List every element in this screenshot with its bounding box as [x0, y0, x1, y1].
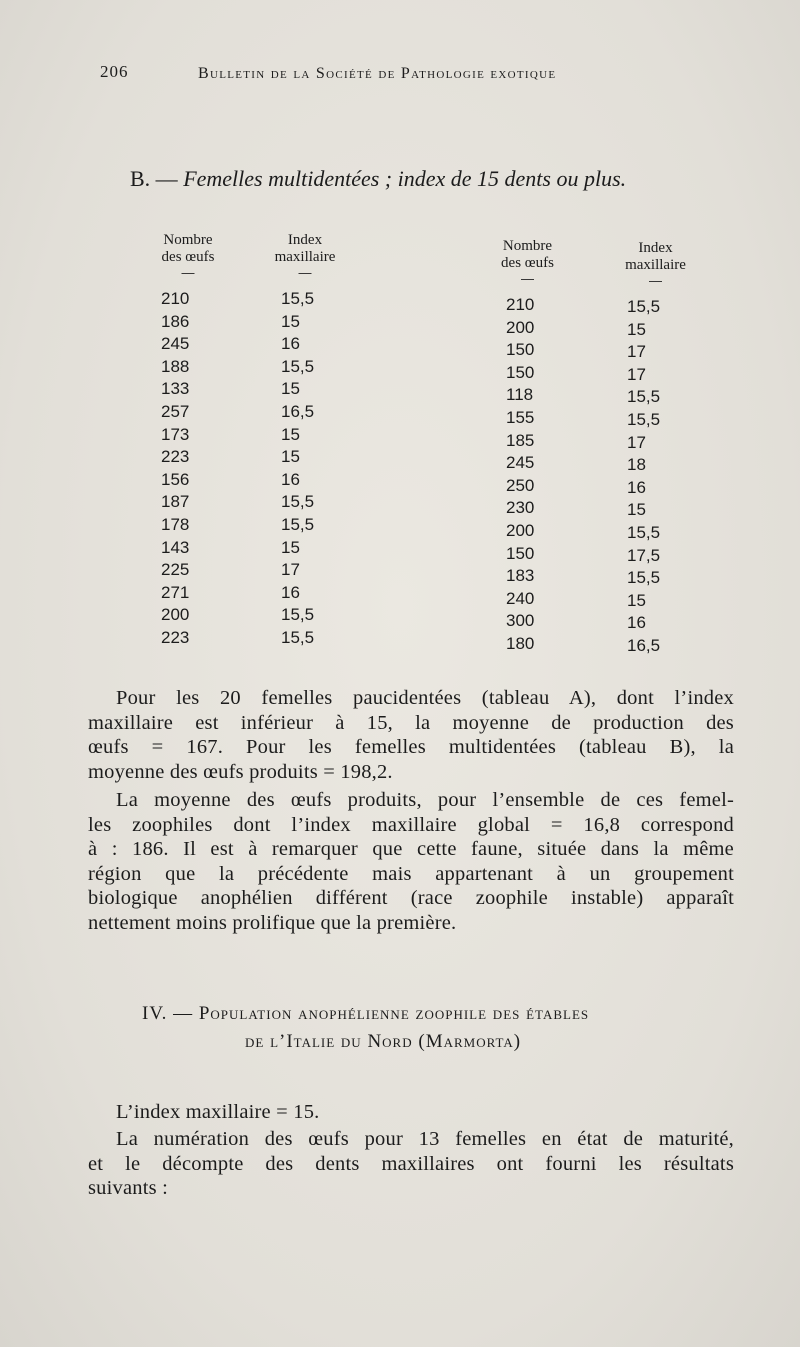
paragraph-line: les zoophiles dont l’index maxillaire global = 16,8 correspond	[88, 813, 734, 836]
table-cell: 16	[281, 334, 300, 354]
eggs-values	[143, 288, 233, 650]
section-iv-line: de l’Italie du Nord (Marmorta)	[245, 1031, 522, 1052]
paragraph-line: Pour les 20 femelles paucidentées (tableau A), dont l’index	[116, 687, 734, 709]
table-cell: 210	[506, 295, 535, 314]
table-cell: 15	[627, 319, 646, 339]
table-cell: 200	[506, 520, 535, 540]
column-header	[480, 238, 575, 272]
table-cell: 16	[281, 582, 300, 602]
table-cell: 17	[627, 342, 646, 362]
column-header-line: Nombre	[163, 232, 213, 248]
column-header-line: des œufs	[161, 249, 215, 265]
column-header	[603, 240, 708, 274]
column-header-line: Nombre	[502, 238, 553, 254]
table-left-eggs-column	[143, 232, 233, 650]
table-cell: 118	[506, 385, 534, 405]
table-cell: 230	[506, 498, 535, 518]
table-cell: 271	[161, 582, 190, 602]
table-cell: 15,5	[281, 605, 315, 625]
section-b-heading	[130, 166, 730, 192]
table-cell: 187	[161, 492, 190, 512]
paragraph-1	[88, 686, 734, 784]
table-cell: 300	[506, 611, 535, 631]
table-cell: 180	[506, 633, 535, 653]
table-cell: 17,5	[627, 545, 661, 565]
table-cell: 15,5	[627, 387, 661, 407]
paragraph-line: La numération des œufs pour 13 femelles en état de maturité,	[116, 1128, 734, 1150]
index-values	[603, 296, 708, 658]
paragraph-line: et le décompte des dents maxillaires ont fourni les résultats	[88, 1152, 734, 1175]
table-cell: 150	[506, 543, 535, 563]
paragraph-line: La moyenne des œufs produits, pour l’ensemble de ces femel-	[116, 789, 734, 811]
table-cell: 15,5	[281, 627, 315, 647]
table-right-index-column	[603, 240, 708, 658]
table-cell: 200	[161, 605, 190, 625]
section-b-title: Femelles multidentées ; index de 15 dents ou plus.	[183, 166, 627, 191]
section-iv-heading	[120, 1000, 720, 1056]
table-right-eggs-column	[480, 238, 575, 656]
paragraph-line: maxillaire est inférieur à 15, la moyenne de production des	[88, 711, 734, 734]
table-cell: 15	[627, 590, 646, 610]
paragraph-2	[88, 788, 734, 935]
table-cell: 17	[627, 432, 646, 452]
table-cell: 143	[161, 537, 190, 557]
paragraph-line: nettement moins prolifique que la première.	[88, 911, 457, 934]
column-header-line: Index	[287, 232, 323, 248]
table-cell: 150	[506, 340, 535, 360]
table-cell: 223	[161, 627, 190, 647]
paragraph-3	[88, 1100, 734, 1125]
table-cell: 16	[627, 477, 646, 497]
table-cell: 15	[281, 379, 300, 399]
paragraph-line: œufs = 167. Pour les femelles multidentées (tableau B), la	[88, 736, 734, 758]
paragraph-line: à : 186. Il est à remarquer que cette faune, située dans la même	[88, 838, 734, 860]
table-cell: 188	[161, 356, 190, 376]
table-cell: 17	[627, 364, 646, 384]
table-cell: 15,5	[627, 568, 661, 588]
column-header	[255, 232, 355, 266]
index-values	[255, 288, 355, 650]
table-cell: 15,5	[281, 356, 315, 376]
table-cell: 16,5	[627, 635, 661, 655]
table-cell: 210	[161, 289, 190, 308]
page-number: 206	[100, 62, 129, 81]
column-header-line: des œufs	[501, 255, 554, 271]
paragraph-line: biologique anophélien différent (race zoophile instable) apparaît	[88, 887, 734, 909]
table-cell: 15,5	[281, 514, 315, 534]
paragraph-4	[88, 1127, 734, 1201]
journal-title: Bulletin de la Société de Pathologie exotique	[198, 65, 557, 82]
section-b-letter: B. —	[130, 166, 178, 191]
table-cell: 16	[281, 469, 300, 489]
table-cell: 225	[161, 560, 190, 580]
column-header-line: maxillaire	[274, 249, 336, 265]
table-cell: 15,5	[627, 522, 661, 542]
table-cell: 178	[161, 514, 190, 534]
table-cell: 16,5	[281, 401, 315, 421]
table-cell: 16	[627, 613, 646, 633]
table-cell: 133	[161, 379, 190, 399]
table-cell: 15	[281, 537, 300, 557]
table-cell: 17	[281, 560, 300, 580]
table-cell: 15	[281, 424, 300, 444]
table-cell: 15	[281, 447, 300, 467]
table-cell: 156	[161, 469, 190, 489]
column-dash: —	[649, 273, 662, 288]
column-dash: —	[298, 265, 312, 280]
table-cell: 15,5	[281, 289, 315, 308]
column-header	[143, 232, 233, 266]
table-cell: 185	[506, 430, 535, 450]
column-header-line: Index	[638, 240, 673, 256]
paragraph-line: suivants :	[88, 1177, 169, 1199]
table-cell: 200	[506, 317, 535, 337]
table-left-index-column	[255, 232, 355, 650]
table-cell: 15	[281, 311, 300, 331]
column-dash: —	[181, 265, 195, 280]
table-cell: 173	[161, 424, 190, 444]
table-cell: 245	[506, 453, 535, 473]
table-cell: 250	[506, 475, 535, 495]
table-cell: 257	[161, 401, 190, 421]
table-cell: 150	[506, 362, 535, 382]
table-cell: 245	[161, 334, 190, 354]
table-cell: 15,5	[281, 492, 315, 512]
paragraph-line: moyenne des œufs produits = 198,2.	[88, 760, 393, 783]
column-dash: —	[521, 271, 534, 286]
table-cell: 15,5	[627, 409, 661, 429]
table-cell: 240	[506, 588, 535, 608]
eggs-values	[480, 294, 575, 656]
section-iv-line: IV. — Population anophélienne zoophile des étables	[142, 1003, 590, 1024]
table-cell: 15,5	[627, 297, 661, 316]
paragraph-line: L’index maxillaire = 15.	[116, 1101, 320, 1123]
table-cell: 223	[161, 447, 190, 467]
table-cell: 18	[627, 455, 646, 475]
table-cell: 155	[506, 407, 535, 427]
table-cell: 15	[627, 500, 646, 520]
paragraph-line: région que la précédente mais appartenant à un groupement	[88, 862, 734, 885]
table-cell: 186	[161, 311, 190, 331]
column-header-line: maxillaire	[625, 257, 686, 273]
table-cell: 183	[506, 566, 535, 586]
